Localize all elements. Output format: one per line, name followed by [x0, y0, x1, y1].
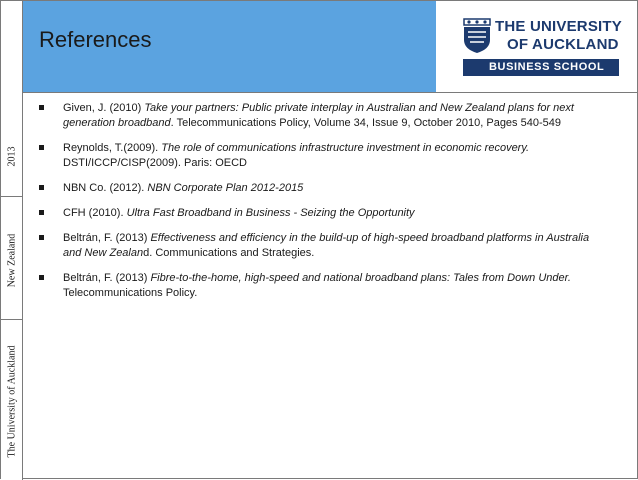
bullet-icon: [39, 185, 44, 190]
bullet-icon: [39, 275, 44, 280]
university-logo: [463, 16, 622, 76]
side-divider: [1, 319, 23, 320]
logo-line2: OF AUCKLAND: [507, 36, 619, 53]
logo-band: [463, 59, 619, 76]
page-title: References: [39, 27, 152, 52]
bullet-icon: [39, 210, 44, 215]
logo-band-text: BUSINESS SCHOOL: [489, 61, 605, 73]
reference-item: Beltrán, F. (2013) Effectiveness and efficiency in the build-up of high-speed broadband platforms in Australia and New Zealand. Communications and Strategies.: [39, 231, 609, 261]
reference-item: Reynolds, T.(2009). The role of communications infrastructure investment in economic recovery. DSTI/ICCP/CISP(2009). Paris: OECD: [39, 141, 609, 171]
reference-item: NBN Co. (2012). NBN Corporate Plan 2012-2015: [39, 181, 609, 196]
reference-item: Given, J. (2010) Take your partners: Public private interplay in Australian and New Zealand plans for next generation broadband. Telecommunications Policy, Volume 34, Issue 9, October 2010, Pages 540-549: [39, 101, 609, 131]
crest-icon: [463, 18, 491, 54]
side-strip: [1, 1, 23, 480]
side-divider: [1, 196, 23, 197]
university-label: The University of Auckland: [6, 345, 18, 458]
reference-item: Beltrán, F. (2013) Fibre-to-the-home, high-speed and national broadband plans: Tales from Down Under. Telecommunications Policy.: [39, 271, 609, 301]
bullet-icon: [39, 235, 44, 240]
bullet-icon: [39, 105, 44, 110]
year-label: 2013: [6, 146, 18, 167]
logo-line1: THE UNIVERSITY: [495, 18, 622, 35]
header-divider: [23, 92, 638, 93]
reference-item: CFH (2010). Ultra Fast Broadband in Business - Seizing the Opportunity: [39, 206, 609, 221]
reference-list: [39, 101, 609, 311]
country-label: New Zealand: [6, 233, 18, 288]
bullet-icon: [39, 145, 44, 150]
